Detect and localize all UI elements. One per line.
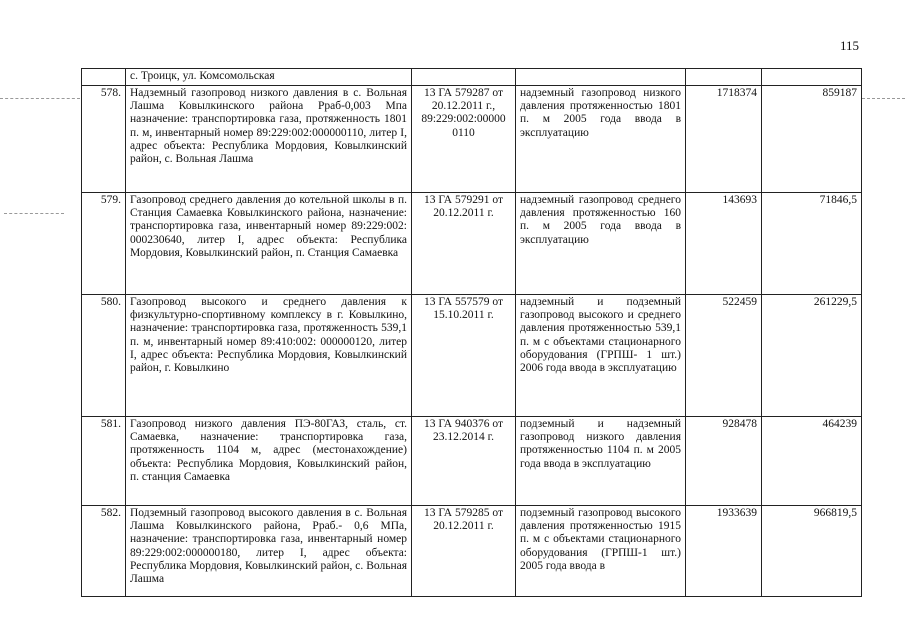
table-row bbox=[82, 295, 862, 417]
cell-number: 580. bbox=[82, 295, 126, 417]
table-row bbox=[82, 506, 862, 597]
cell-description: с. Троицк, ул. Комсомольская bbox=[126, 69, 412, 86]
cell-description: Подземный газопровод высокого давления в с. Вольная Лашма Ковылкинского района, Рраб.- 0,6 МПа, назначение: транспортировка газа, инвентарный номер 89:229:002:000000180, литер I, адрес объекта: Республика Мордовия, Ковылкинский район, с. Вольная Лашма bbox=[126, 506, 412, 597]
cell-description: Газопровод низкого давления ПЭ-80ГАЗ, сталь, ст. Самаевка, назначение: транспортировка газа, протяженность 1104 м, адрес (местонахождение) объекта: Республика Мордовия, Ковылкинский район, п. станция Самаевка bbox=[126, 417, 412, 506]
table-row bbox=[82, 193, 862, 295]
cell-value-1: 143693 bbox=[686, 193, 762, 295]
table-row-continuation bbox=[82, 69, 862, 86]
page-number: 115 bbox=[840, 38, 860, 53]
cell-description: Надземный газопровод низкого давления в с. Вольная Лашма Ковылкинского района Рраб-0,003 Мпа назначение: транспортировка газа, протяженность 1801 п. м, инвентарный номер 89:229:002:000000110, литер I, адрес объекта: Республика Мордовия, Ковылкинский район, с. Вольная Лашма bbox=[126, 86, 412, 193]
cell-value-1: 1718374 bbox=[686, 86, 762, 193]
cell-value-2: 859187 bbox=[762, 86, 862, 193]
cell-number: 582. bbox=[82, 506, 126, 597]
table-row bbox=[82, 86, 862, 193]
cell-number: 581. bbox=[82, 417, 126, 506]
scan-artifact-line bbox=[0, 98, 80, 100]
cell-registration: 13 ГА 579291 от 20.12.2011 г. bbox=[412, 193, 516, 295]
cell-registration: 13 ГА 579287 от 20.12.2011 г., 89:229:002:00000 0110 bbox=[412, 86, 516, 193]
cell-value-1: 1933639 bbox=[686, 506, 762, 597]
cell-number: 579. bbox=[82, 193, 126, 295]
cell-value-1: 928478 bbox=[686, 417, 762, 506]
cell-characteristics: подземный и надземный газопровод низкого давления протяженностью 1104 п. м 2005 года ввода в эксплуатацию bbox=[516, 417, 686, 506]
cell-description: Газопровод высокого и среднего давления к физкультурно-спортивному комплексу в г. Ковылкино, назначение: транспортировка газа, протяженность 539,1 п. м, инвентарный номер 89:410:002: 000000120, литер I, адрес объекта: Республика Мордовия, Ковылкинский район, г. Ковылкино bbox=[126, 295, 412, 417]
cell-value-2 bbox=[762, 69, 862, 86]
table-row bbox=[82, 417, 862, 506]
cell-characteristics: подземный газопровод высокого давления протяженностью 1915 п. м с объектами стационарного оборудования (ГРПШ-1 шт.) 2005 года ввода в bbox=[516, 506, 686, 597]
cell-value-1: 522459 bbox=[686, 295, 762, 417]
cell-value-2: 261229,5 bbox=[762, 295, 862, 417]
cell-registration bbox=[412, 69, 516, 86]
cell-description: Газопровод среднего давления до котельной школы в п. Станция Самаевка Ковылкинского района, назначение: транспортировка газа, инвентарный номер 89:229:002: 000230640, литер I, адрес объекта: Республика Мордовия, Ковылкинский район, п. Станция Самаевка bbox=[126, 193, 412, 295]
cell-number: 578. bbox=[82, 86, 126, 193]
cell-value-2: 71846,5 bbox=[762, 193, 862, 295]
cell-characteristics bbox=[516, 69, 686, 86]
cell-registration: 13 ГА 940376 от 23.12.2014 г. bbox=[412, 417, 516, 506]
cell-registration: 13 ГА 557579 от 15.10.2011 г. bbox=[412, 295, 516, 417]
cell-value-2: 966819,5 bbox=[762, 506, 862, 597]
cell-characteristics: надземный газопровод низкого давления протяженностью 1801 п. м 2005 года ввода в эксплуатацию bbox=[516, 86, 686, 193]
cell-characteristics: надземный газопровод среднего давления протяженностью 160 п. м 2005 года ввода в эксплуатацию bbox=[516, 193, 686, 295]
cell-characteristics: надземный и подземный газопровод высокого и среднего давления протяженностью 539,1 п. м с объектами стационарного оборудования (ГРПШ- 1 шт.) 2006 года ввода в эксплуатацию bbox=[516, 295, 686, 417]
cell-registration: 13 ГА 579285 от 20.12.2011 г. bbox=[412, 506, 516, 597]
cell-value-1 bbox=[686, 69, 762, 86]
scan-artifact-line bbox=[862, 98, 905, 100]
cell-number bbox=[82, 69, 126, 86]
cell-value-2: 464239 bbox=[762, 417, 862, 506]
property-registry-table bbox=[81, 68, 862, 597]
scan-artifact-line bbox=[4, 213, 64, 215]
